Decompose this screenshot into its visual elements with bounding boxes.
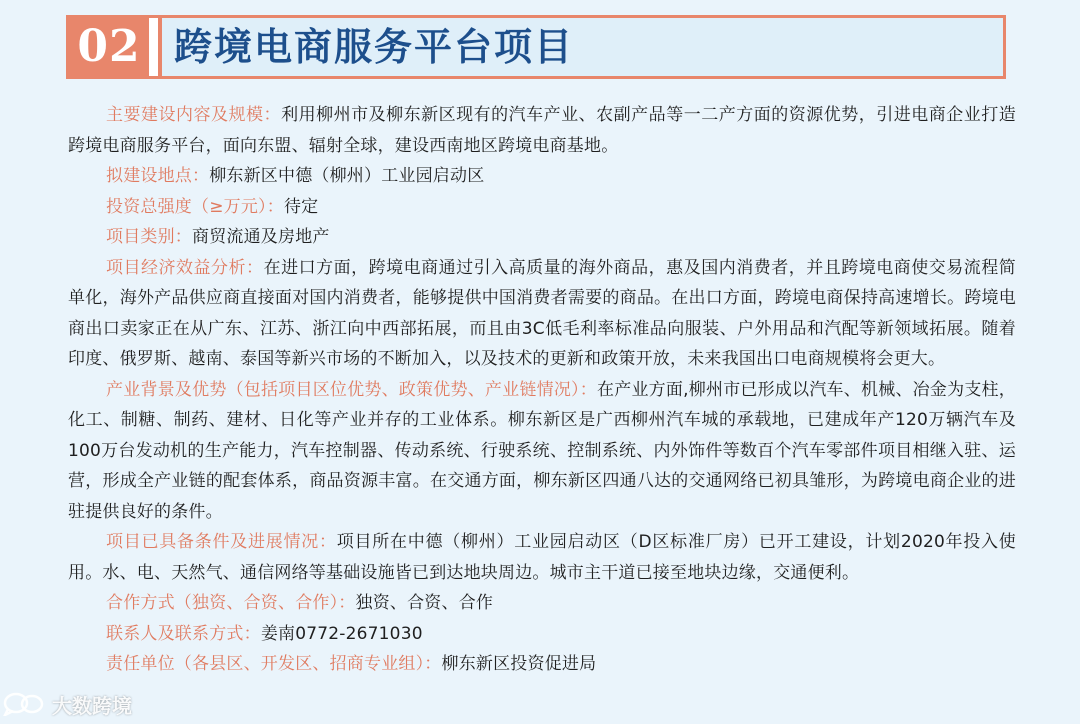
item-label: 拟建设地点：: [106, 166, 210, 186]
item-text: 独资、合资、合作: [355, 593, 494, 613]
item-text: 在产业方面,柳州市已形成以汽车、机械、冶金为支柱，化工、制糖、制药、建材、日化等产业并存的工业体系。柳东新区是广西柳州汽车城的承载地，已建成年产120万辆汽车及100万台发动机的生产能力，汽车控制器、传动系统、行驶系统、控制系统、内外饰件等数百个汽车零部件项目相继入驻、运营，形成全产业链的配套体系，商品资源丰富。在交通方面，柳东新区四通八达的交通网络已初具雏形，为跨境电商企业的进驻提供良好的条件。: [68, 379, 1016, 522]
item-text: 在进口方面，跨境电商通过引入高质量的海外商品，惠及国内消费者，并且跨境电商使交易流程简单化，海外产品供应商直接面对国内消费者，能够提供中国消费者需要的商品。在出口方面，跨境电商保持高速增长。跨境电商出口卖家正在从广东、江苏、浙江向中西部拓展，而且由3C低毛利率标准品向服装、户外用品和汽配等新领域拓展。随着印度、俄罗斯、越南、泰国等新兴市场的不断加入，以及技术的更新和政策开放，未来我国出口电商规模将会更大。: [68, 257, 1016, 369]
item-label: 主要建设内容及规模：: [106, 105, 282, 125]
item-label: 责任单位（各县区、开发区、招商专业组）：: [106, 654, 442, 674]
item-progress: [68, 527, 1016, 588]
item-label: 项目已具备条件及进展情况：: [106, 532, 337, 552]
item-text: 待定: [283, 196, 319, 217]
item-label: 产业背景及优势（包括项目区位优势、政策优势、产业链情况）：: [106, 379, 597, 400]
item-label: 项目类别：: [106, 227, 192, 247]
item-text: 姜南0772-2671030: [260, 623, 423, 644]
item-responsible-unit: [68, 649, 1016, 680]
watermark-text: 大数跨境: [52, 693, 132, 718]
item-contact: [68, 619, 1016, 650]
item-category: [68, 222, 1016, 253]
item-label: 联系人及联系方式：: [106, 623, 261, 644]
watermark: [2, 690, 132, 718]
page-title: 跨境电商服务平台项目: [174, 24, 575, 69]
item-cooperation: [68, 588, 1016, 619]
project-details: [68, 100, 1016, 680]
item-scope: [68, 100, 1016, 161]
item-economic-analysis: [68, 253, 1016, 375]
item-label: 项目经济效益分析：: [106, 257, 264, 278]
item-text: 柳东新区中德（柳州）工业园启动区: [209, 166, 485, 186]
item-industry-background: [68, 375, 1016, 528]
item-investment: [68, 192, 1016, 223]
header-divider: [149, 18, 158, 76]
item-text: 项目所在中德（柳州）工业园启动区（D区标准厂房）已开工建设，计划2020年投入使用。水、电、天然气、通信网络等基础设施皆已到达地块周边。城市主干道已接至地块边缘，交通便利。: [68, 532, 1016, 583]
section-header: [66, 15, 1006, 79]
chat-bubble-logo-icon: [2, 692, 46, 716]
item-label: 投资总强度（≥万元）：: [106, 196, 284, 217]
item-text: 利用柳州市及柳东新区现有的汽车产业、农副产品等一二产方面的资源优势，引进电商企业打造跨境电商服务平台，面向东盟、辐射全球，建设西南地区跨境电商基地。: [68, 105, 1016, 156]
item-label: 合作方式（独资、合资、合作）：: [106, 593, 356, 613]
item-text: 柳东新区投资促进局: [441, 654, 597, 674]
item-location: [68, 161, 1016, 192]
item-text: 商贸流通及房地产: [192, 227, 330, 247]
section-number: 02: [69, 18, 149, 76]
title-box: [162, 18, 1003, 76]
